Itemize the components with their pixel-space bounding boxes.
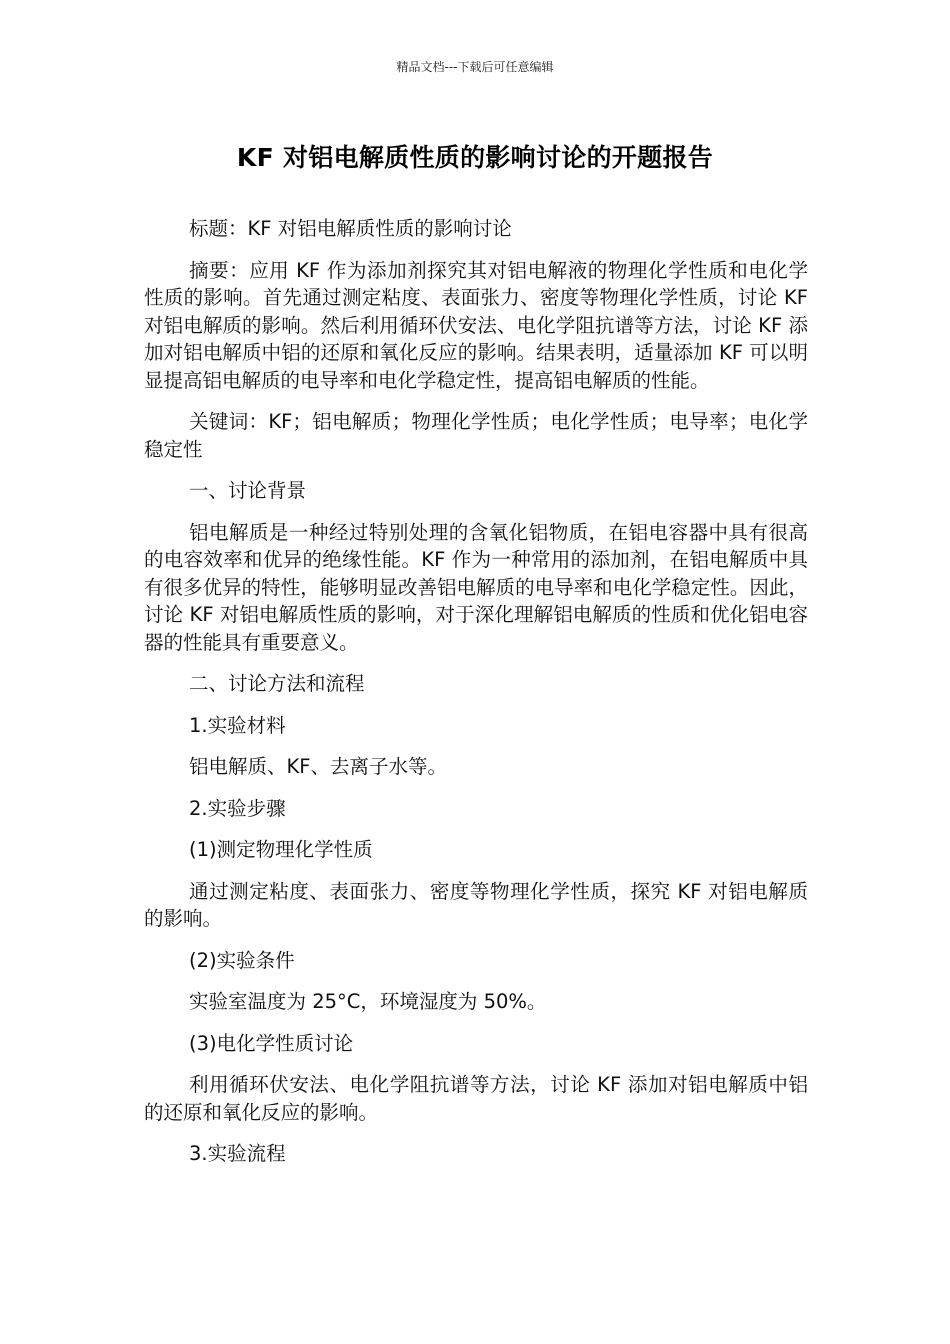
section-heading-methods: 二、讨论方法和流程	[189, 672, 365, 695]
step-3-heading: (3)电化学性质讨论	[189, 1031, 354, 1055]
keywords-paragraph: 关键词：KF；铝电解质；物理化学性质；电化学性质；电导率；电化学稳定性	[144, 410, 808, 461]
step-1-paragraph: 通过测定粘度、表面张力、密度等物理化学性质，探究 KF 对铝电解质的影响。	[144, 879, 808, 930]
step-2-paragraph: 实验室温度为 25°C，环境湿度为 50%。	[189, 990, 547, 1013]
step-3-paragraph: 利用循环伏安法、电化学阻抗谱等方法，讨论 KF 添加对铝电解质中铝的还原和氧化反应的影响。	[144, 1073, 808, 1124]
subheading-steps: 2.实验步骤	[189, 796, 286, 820]
title-line: 标题：KF 对铝电解质性质的影响讨论	[189, 217, 512, 240]
section-heading-background: 一、讨论背景	[189, 479, 307, 502]
document-title: KF 对铝电解质性质的影响讨论的开题报告	[236, 143, 714, 172]
step-2-heading: (2)实验条件	[189, 948, 295, 972]
step-1-heading: (1)测定物理化学性质	[189, 838, 373, 861]
header-note: 精品文档---下载后可任意编辑	[396, 60, 554, 74]
subheading-procedure: 3.实验流程	[189, 1142, 286, 1165]
document-body	[144, 215, 808, 1182]
materials-paragraph: 铝电解质、KF、去离子水等。	[189, 755, 448, 778]
subheading-materials: 1.实验材料	[189, 713, 286, 737]
background-paragraph: 铝电解质是一种经过特别处理的含氧化铝物质，在铝电容器中具有很高的电容效率和优异的绝缘性能。KF 作为一种常用的添加剂，在铝电解质中具有很多优异的特性，能够明显改善铝电解质的电导率和电化学稳定性。因此，讨论 KF 对铝电解质性质的影响，对于深化理解铝电解质的性质和优化铝电容器的性能具有重要意义。	[144, 520, 808, 654]
abstract-paragraph: 摘要：应用 KF 作为添加剂探究其对铝电解液的物理化学性质和电化学性质的影响。首先通过测定粘度、表面张力、密度等物理化学性质，讨论 KF 对铝电解质的影响。然后利用循环伏安法、电化学阻抗谱等方法，讨论 KF 添加对铝电解质中铝的还原和氧化反应的影响。结果表明，适量添加 KF 可以明显提高铝电解质的电导率和电化学稳定性，提高铝电解质的性能。	[144, 258, 808, 392]
